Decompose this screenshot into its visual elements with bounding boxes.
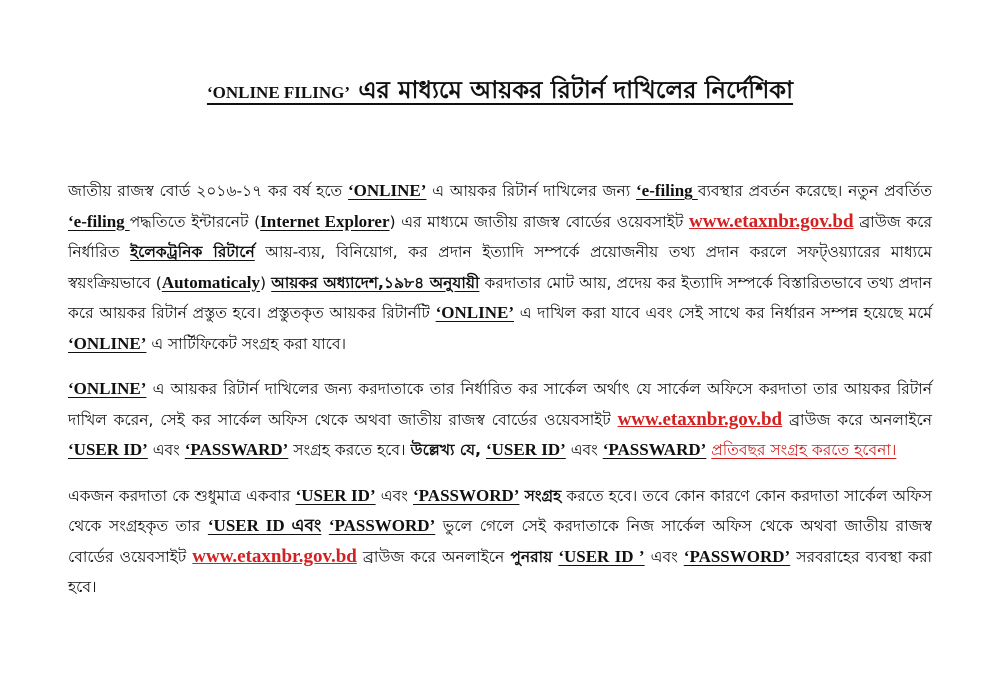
- title-latin: ‘ONLINE FILING’: [206, 83, 351, 102]
- text: এবং: [375, 486, 414, 505]
- website-link[interactable]: www.etaxnbr.gov.bd: [617, 408, 783, 430]
- text: এ দাখিল করা যাবে এবং সেই সাথে কর নির্ধারন সম্পন্ন হয়েছে মর্মে: [514, 304, 932, 322]
- text: এ সার্টিফিকেট সংগ্রহ করা যাবে।: [146, 334, 347, 353]
- title-bengali: এর মাধ্যমে আয়কর রিটার্ন দাখিলের নির্দেশিকা: [350, 75, 794, 104]
- efiling-term: ‘e-filing: [636, 181, 698, 200]
- user-id-term: ‘USER ID’: [485, 440, 566, 459]
- online-term: ‘ONLINE’: [348, 181, 427, 200]
- password-term: ‘PASSWORD’: [328, 516, 436, 535]
- ordinance-term: আয়কর অধ্যাদেশ,১৯৮৪ অনুযায়ী: [271, 273, 480, 292]
- internet-explorer-term: Internet Explorer: [260, 211, 390, 231]
- paragraph-3: [68, 481, 932, 603]
- text: এবং: [147, 441, 185, 459]
- online-term: ‘ONLINE’: [68, 333, 147, 353]
- online-term: ‘ONLINE’: [68, 379, 147, 398]
- text: এবং: [565, 441, 603, 459]
- text: ব্রাউজ করে অনলাইনে: [356, 547, 511, 566]
- text: ব্যবস্থার প্রবর্তন করেছে। নতুন প্রবর্তিত: [697, 182, 932, 200]
- document-title: [68, 72, 932, 112]
- paragraph-2: [68, 374, 932, 466]
- text: সরবরাহের ব্যবস্থা করা হবে।: [68, 547, 932, 596]
- text: করতে হবে। তবে কোন কারণে কোন করদাতা সার্কেল অফিস থেকে সংগ্রহকৃত তার: [68, 486, 932, 535]
- user-id-term: ‘USER ID এবং: [207, 516, 322, 535]
- automatically-term: Automaticaly: [161, 272, 261, 292]
- text: জাতীয় রাজস্ব বোর্ড ২০১৬-১৭ কর বর্ষ হতে: [68, 182, 348, 200]
- password-term: ‘PASSWORD’: [413, 485, 520, 505]
- password-term: ‘PASSWORD’: [683, 546, 791, 566]
- text: ভুলে গেলে সেই করদাতাকে নিজ সার্কেল অফিস থেকে অথবা জাতীয় রাজস্ব বোর্ডের ওয়েবসাইট: [68, 517, 932, 566]
- text: [321, 517, 329, 535]
- user-id-term: ‘USER ID ’: [558, 546, 645, 566]
- text: এ আয়কর রিটার্ন দাখিলের জন্য: [426, 182, 637, 200]
- electronic-return-term: ইলেকট্রনিক রিটার্নে: [130, 243, 255, 261]
- paragraph-1: [68, 176, 932, 359]
- text: ): [260, 273, 272, 292]
- text: ব্রাউজ করে নির্ধারিত: [68, 212, 933, 261]
- again-term: পুনরায়: [510, 547, 553, 566]
- text: সংগ্রহ করতে হবে।: [288, 441, 411, 459]
- text: ) এর মাধ্যমে জাতীয় রাজস্ব বোর্ডের ওয়েবসাইট: [389, 212, 689, 231]
- text: করদাতার মোট আয়, প্রদেয় কর ইত্যাদি সম্পর্কে বিস্তারিতভাবে তথ্য প্রদান করে আয়কর রিটার্ন প্রস্তুত হবে। প্রস্তুতকৃত আয়কর রিটার্নটি: [68, 273, 932, 322]
- website-link[interactable]: www.etaxnbr.gov.bd: [192, 545, 357, 567]
- password-term: ‘PASSWARD’: [602, 440, 707, 459]
- text: পদ্ধতিতে ইন্টারনেট (: [129, 212, 261, 231]
- efiling-term: ‘e-filing: [68, 211, 130, 231]
- user-id-term: ‘USER ID’: [68, 440, 148, 459]
- website-link[interactable]: www.etaxnbr.gov.bd: [689, 210, 854, 232]
- note-label: উল্লেখ্য যে,: [410, 441, 482, 459]
- text: এ আয়কর রিটার্ন দাখিলের জন্য করদাতাকে তার নির্ধারিত কর সার্কেল অর্থাৎ যে সার্কেল অফিসে করদাতা তার আয়কর রিটার্ন দাখিল করেন, সেই কর সার্কেল অফিস থেকে অথবা জাতীয় রাজস্ব বোর্ডের ওয়েবসাইট: [68, 380, 932, 429]
- red-notice: প্রতিবছর সংগ্রহ করতে হবেনা।: [711, 441, 897, 459]
- text: একজন করদাতা কে শুধুমাত্র একবার: [68, 486, 296, 505]
- collect-term: সংগ্রহ: [524, 486, 562, 505]
- password-term: ‘PASSWARD’: [184, 440, 289, 459]
- text: ব্রাউজ করে অনলাইনে: [782, 410, 932, 429]
- user-id-term: ‘USER ID’: [295, 485, 376, 505]
- text: আয়-ব্যয়, বিনিয়োগ, কর প্রদান ইত্যাদি সম্পর্কে প্রয়োজনীয় তথ্য প্রদান করলে সফট্ওয়্যারের মাধ্যমে স্বয়ংক্রিয়ভাবে (: [68, 243, 932, 292]
- text: এবং: [644, 547, 684, 566]
- online-term: ‘ONLINE’: [435, 303, 515, 322]
